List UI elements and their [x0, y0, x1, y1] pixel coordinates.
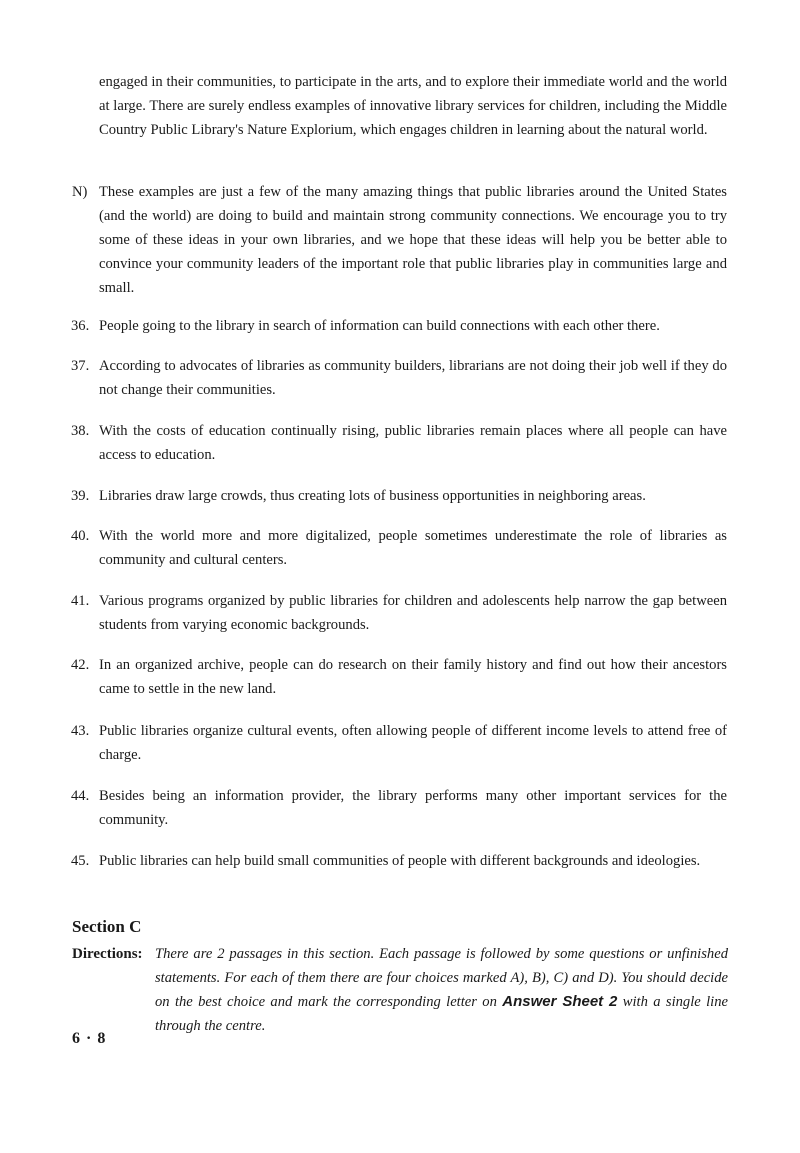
- continuation-paragraph: engaged in their communities, to participate in the arts, and to explore their immediate world and the world at large. There are surely endless examples of innovative library services for children, including the Middle Country Public Library's Nature Explorium, which engages children in learning about the natural world.: [99, 74, 727, 138]
- statement-item: [71, 784, 727, 832]
- statement-text: People going to the library in search of information can build connections with each other there.: [99, 318, 660, 334]
- statement-item: [71, 314, 727, 338]
- statement-text: Various programs organized by public libraries for children and adolescents help narrow the gap between students from varying economic backgrounds.: [99, 593, 727, 633]
- statement-number: 39.: [71, 488, 90, 504]
- section-heading: Section C: [72, 917, 142, 936]
- statement-text: With the costs of education continually rising, public libraries remain places where all people can have access to education.: [99, 423, 727, 463]
- statement-number: 42.: [71, 657, 90, 673]
- statement-item: [71, 589, 727, 637]
- statement-item: [71, 354, 727, 402]
- statement-text: Libraries draw large crowds, thus creating lots of business opportunities in neighboring areas.: [99, 488, 646, 504]
- paragraph-n: [72, 180, 727, 300]
- statement-number: 37.: [71, 358, 90, 374]
- statement-number: 45.: [71, 853, 90, 869]
- answer-sheet-reference: Answer Sheet 2: [502, 993, 618, 1010]
- directions-label: Directions:: [72, 946, 143, 962]
- statement-text: According to advocates of libraries as community builders, librarians are not doing their job well if they do not change their communities.: [99, 358, 727, 398]
- statement-item: [71, 484, 727, 508]
- statement-number: 40.: [71, 528, 90, 544]
- page-number: 6 · 8: [72, 1030, 107, 1047]
- directions-text-part1: There are 2 passages in this section. Each passage is followed by some questions or unfinished statements. For each of them there are four choices marked A), B), C) and D). You should decide on the best choice and mark the corresponding letter on: [155, 946, 728, 1010]
- directions-text: [155, 942, 728, 1038]
- statement-number: 43.: [71, 723, 90, 739]
- statement-number: 38.: [71, 423, 90, 439]
- statement-number: 44.: [71, 788, 90, 804]
- statement-item: [71, 719, 727, 767]
- statement-text: Public libraries can help build small communities of people with different backgrounds and ideologies.: [99, 853, 701, 869]
- statement-text: Besides being an information provider, the library performs many other important services for the community.: [99, 788, 727, 828]
- statement-item: [71, 419, 727, 467]
- directions-text-part2: with a single line through the centre.: [155, 994, 728, 1034]
- statement-item: [71, 653, 727, 701]
- paragraph-marker: N): [72, 184, 88, 200]
- statement-item: [71, 849, 727, 873]
- statement-number: 41.: [71, 593, 90, 609]
- statement-text: In an organized archive, people can do research on their family history and find out how their ancestors came to settle in the new land.: [99, 657, 727, 697]
- statement-text: Public libraries organize cultural events, often allowing people of different income levels to attend free of charge.: [99, 723, 727, 763]
- statement-item: [71, 524, 727, 572]
- paragraph-n-text: These examples are just a few of the many amazing things that public libraries around the United States (and the world) are doing to build and maintain strong community connections. We encourage you to try some of these ideas in your own libraries, and we hope that these ideas will help you be better able to convince your community leaders of the important role that public libraries play in communities large and small.: [99, 184, 727, 296]
- statement-number: 36.: [71, 318, 90, 334]
- statement-text: With the world more and more digitalized, people sometimes underestimate the role of libraries as community and cultural centers.: [99, 528, 727, 568]
